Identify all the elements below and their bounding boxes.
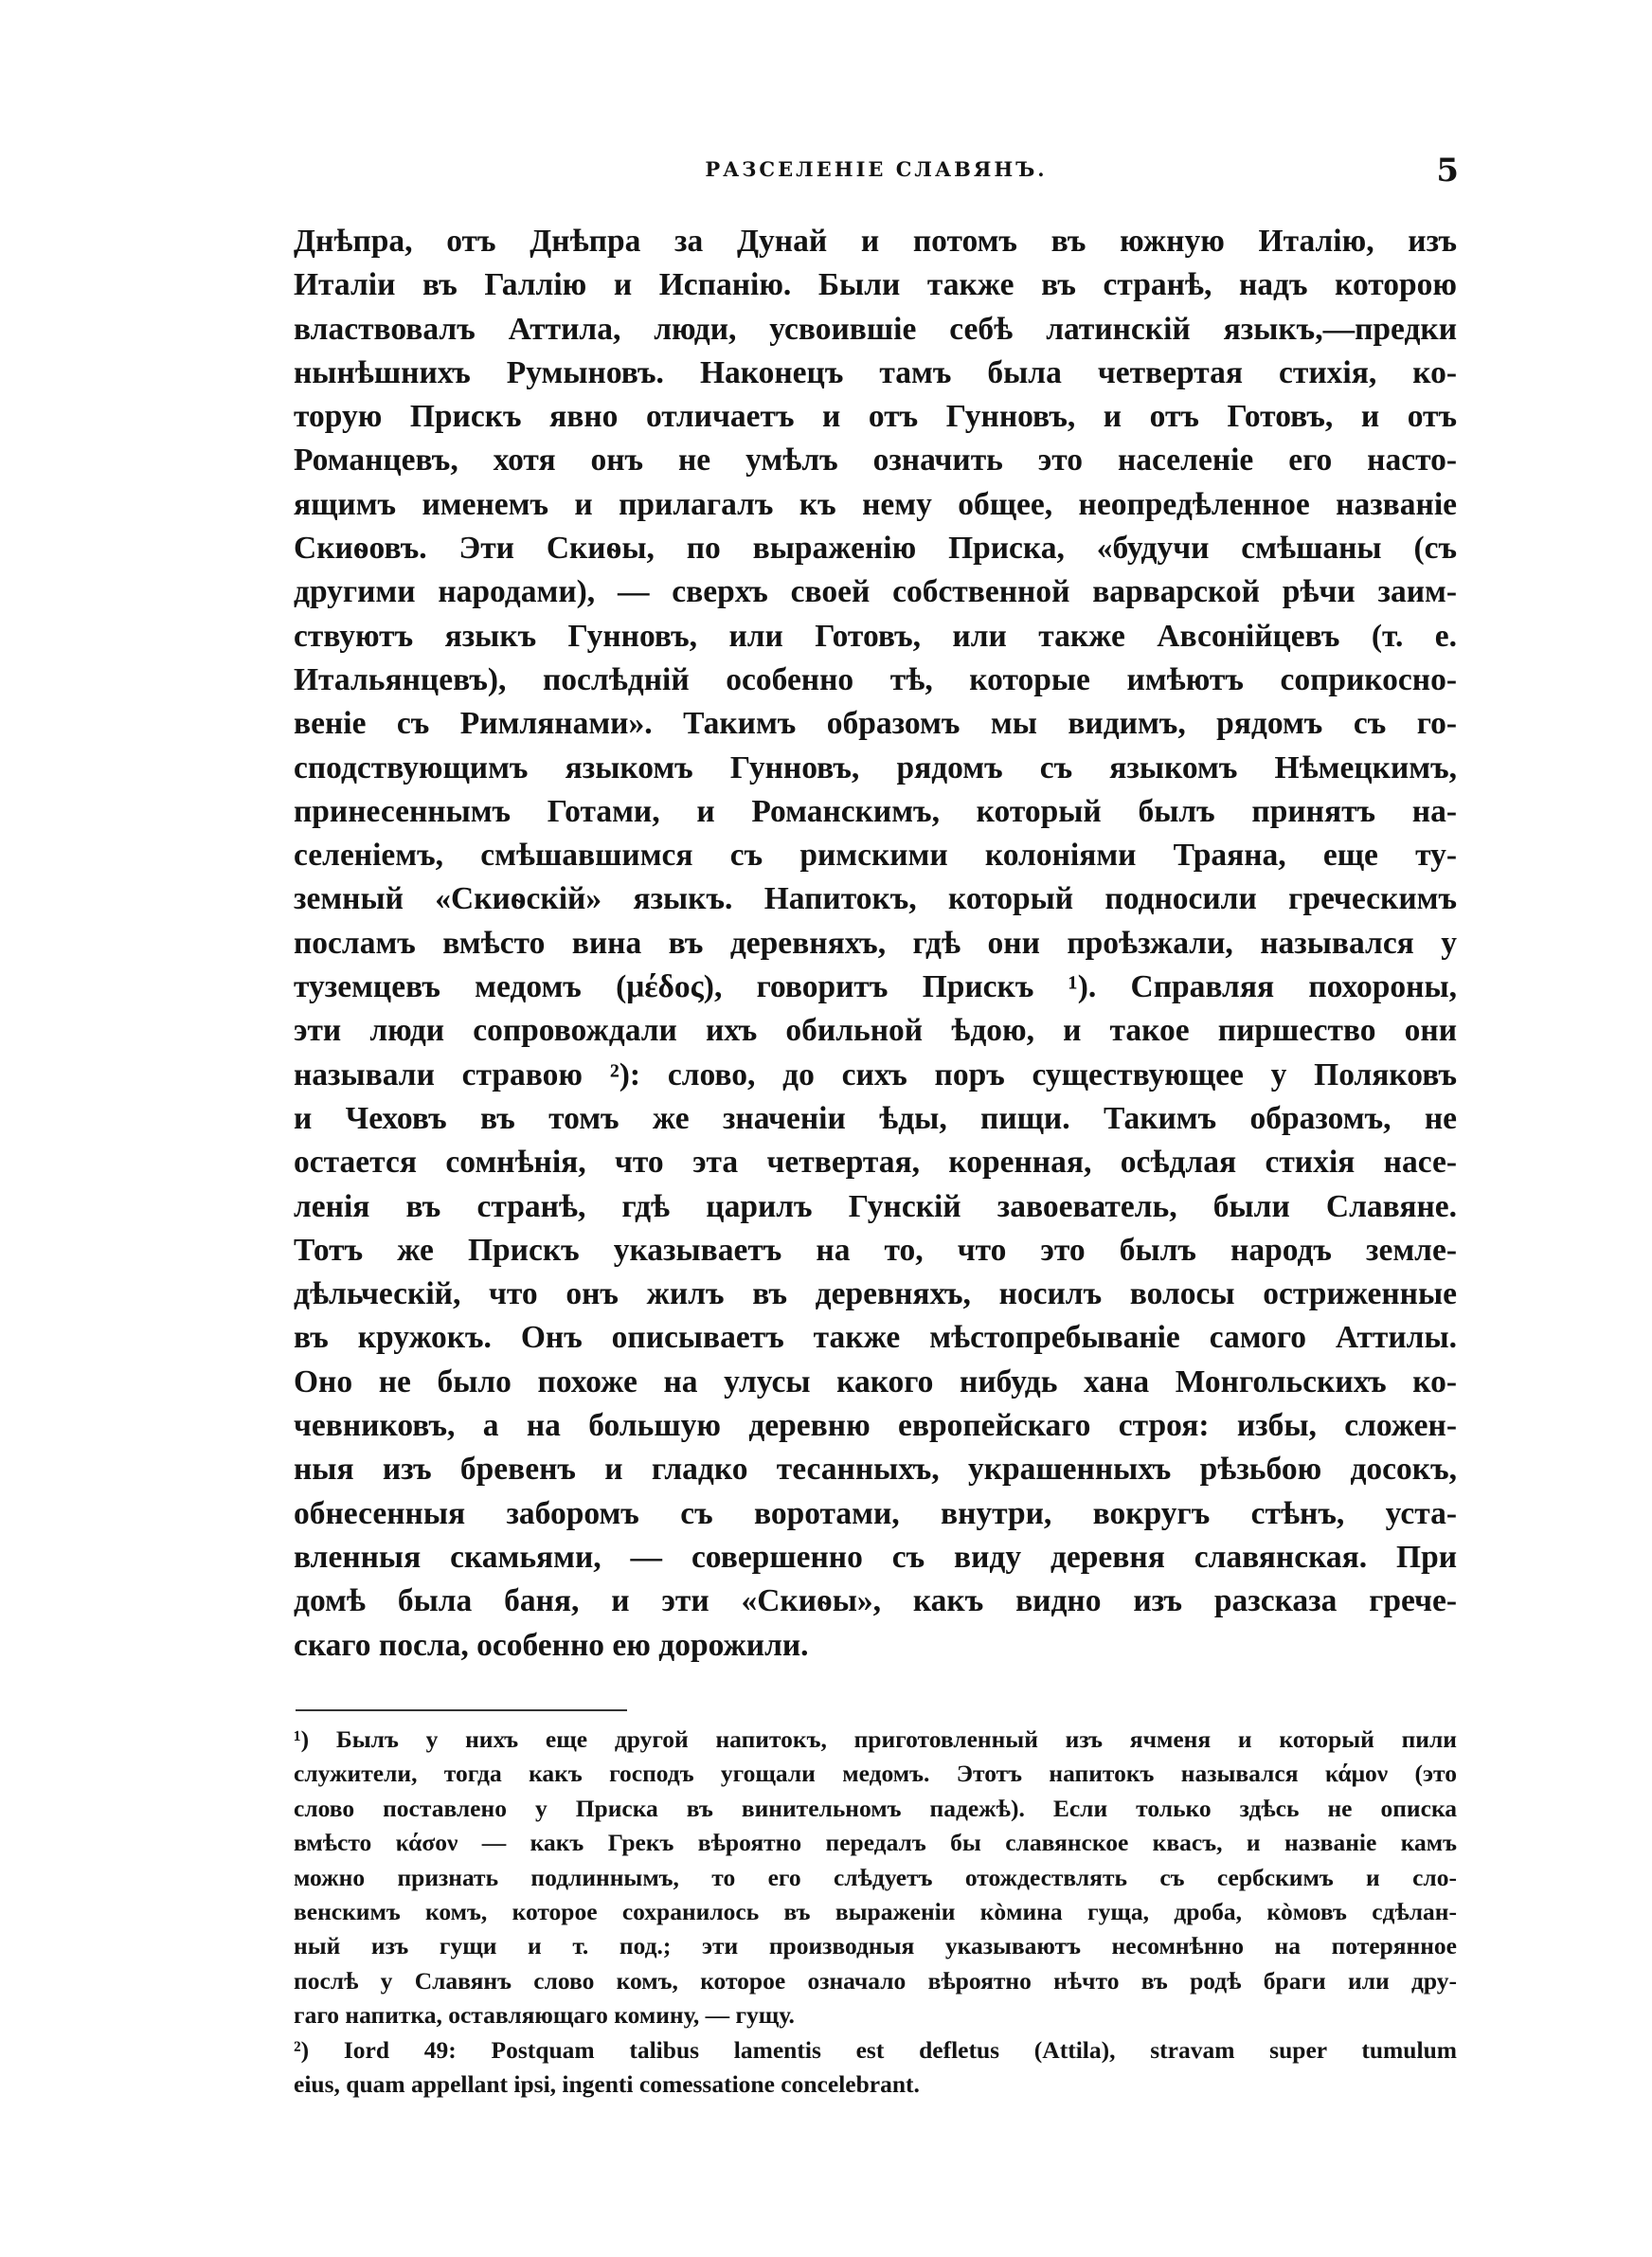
body-line: Итальянцевъ), послѣдній особенно тѣ, которые имѣютъ соприкосно-: [294, 661, 1457, 697]
body-line: Днѣпра, отъ Днѣпра за Дунай и потомъ въ южную Италію, изъ: [294, 224, 1457, 259]
body-line: нынѣшнихъ Румыновъ. Наконецъ тамъ была четвертая стихія, ко-: [294, 354, 1457, 390]
body-line: туземцевъ медомъ (μέδος), говоритъ Прискъ ¹). Справляя похороны,: [294, 969, 1457, 1005]
body-line: ныя изъ бревенъ и гладко тесанныхъ, украшенныхъ рѣзьбою досокъ,: [294, 1452, 1457, 1488]
body-text: [294, 220, 1457, 1668]
footnotes: [294, 1723, 1457, 2102]
body-line: другими народами), — сверхъ своей собственной варварской рѣчи заим-: [294, 574, 1457, 610]
footnote-line: вмѣсто κάσον — какъ Грекъ вѣроятно передалъ бы славянское квасъ, и названіе камъ: [294, 1829, 1457, 1857]
footnote-line: слово поставлено у Приска въ винительномъ падежѣ). Если только здѣсь не описка: [294, 1794, 1457, 1822]
body-line: обнесенныя заборомъ съ воротами, внутри, вокругъ стѣнъ, уста-: [294, 1495, 1457, 1531]
body-line: домѣ была баня, и эти «Скиѳы», какъ видно изъ разсказа грече-: [294, 1583, 1457, 1619]
body-line: селеніемъ, смѣшавшимся съ римскими колоніями Траяна, еще ту-: [294, 838, 1457, 874]
body-line: вленныя скамьями, — совершенно съ виду деревня славянская. При: [294, 1539, 1457, 1575]
footnote-line: ²) Iord 49: Postquam talibus lamentis est defletus (Attila), stravam super tumulum: [294, 2035, 1457, 2064]
page-number: 5: [1436, 152, 1459, 190]
body-line: принесеннымъ Готами, и Романскимъ, который былъ принятъ на-: [294, 793, 1457, 829]
body-line: торую Прискъ явно отличаетъ и отъ Гунновъ, и отъ Готовъ, и отъ: [294, 399, 1457, 435]
body-line: Италіи въ Галлію и Испанію. Были также въ странѣ, надъ которою: [294, 267, 1457, 303]
footnote-line: гаго напитка, оставляющаго комину, — гущу.: [294, 2001, 795, 2030]
body-line: чевниковъ, а на большую деревню европейскаго строя: избы, сложен-: [294, 1408, 1457, 1444]
body-line: въ кружокъ. Онъ описываетъ также мѣстопребываніе самого Аттилы.: [294, 1320, 1457, 1356]
footnote-line: служители, тогда какъ господъ угощали медомъ. Этотъ напитокъ назывался κάμον (это: [294, 1760, 1457, 1788]
body-line: веніе съ Римлянами». Такимъ образомъ мы видимъ, рядомъ съ го-: [294, 706, 1457, 742]
body-line-last: скаго посла, особенно ею дорожили.: [294, 1627, 809, 1663]
running-head: [294, 152, 1459, 190]
running-title: РАЗСЕЛЕНІЕ СЛАВЯНЪ.: [705, 157, 1048, 181]
footnote-line: послѣ у Славянъ слово комъ, которое означало вѣроятно нѣчто въ родѣ браги или дру-: [294, 1966, 1457, 1995]
body-line: называли стравою ²): слово, до сихъ поръ существующее у Поляковъ: [294, 1056, 1457, 1092]
body-line: ленія въ странѣ, гдѣ царилъ Гунскій завоеватель, были Славяне.: [294, 1188, 1457, 1224]
footnote-separator: [296, 1709, 627, 1711]
footnote-line: eius, quam appellant ipsi, ingenti comessatione concelebrant.: [294, 2069, 920, 2098]
body-line: Скиѳовъ. Эти Скиѳы, по выраженію Приска, «будучи смѣшаны (съ: [294, 531, 1457, 567]
body-line: властвовалъ Аттила, люди, усвоившіе себѣ латинскій языкъ,—предки: [294, 311, 1457, 347]
body-line: ствуютъ языкъ Гунновъ, или Готовъ, или также Авсонійцевъ (т. е.: [294, 618, 1457, 654]
body-line: Романцевъ, хотя онъ не умѣлъ означить это населеніе его насто-: [294, 442, 1457, 478]
body-line: Тотъ же Прискъ указываетъ на то, что это былъ народъ земле-: [294, 1232, 1457, 1268]
body-line: и Чеховъ въ томъ же значеніи ѣды, пищи. Такимъ образомъ, не: [294, 1100, 1457, 1136]
body-line: сподствующимъ языкомъ Гунновъ, рядомъ съ языкомъ Нѣмецкимъ,: [294, 749, 1457, 785]
footnote-line: ный изъ гущи и т. под.; эти производныя указываютъ несомнѣнно на потерянное: [294, 1932, 1457, 1960]
body-line: Оно не было похоже на улусы какого нибудь хана Монгольскихъ ко-: [294, 1363, 1457, 1399]
footnote-line: ¹) Былъ у нихъ еще другой напитокъ, приготовленный изъ ячменя и который пили: [294, 1725, 1457, 1753]
body-line: ящимъ именемъ и прилагалъ къ нему общее, неопредѣленное названіе: [294, 486, 1457, 522]
footnote-line: венскимъ комъ, которое сохранилось въ выраженіи кòмина гуща, дроба, кòмовъ сдѣлан-: [294, 1897, 1457, 1925]
body-line: земный «Скиѳскій» языкъ. Напитокъ, который подносили греческимъ: [294, 881, 1457, 917]
footnote-line: можно признать подлиннымъ, то его слѣдуетъ отождествлять съ сербскимъ и сло-: [294, 1863, 1457, 1891]
body-line: остается сомнѣнія, что эта четвертая, коренная, осѣдлая стихія насе-: [294, 1145, 1457, 1181]
body-line: дѣльческій, что онъ жилъ въ деревняхъ, носилъ волосы остриженные: [294, 1276, 1457, 1312]
body-line: эти люди сопровождали ихъ обильной ѣдою, и такое пиршество они: [294, 1013, 1457, 1049]
body-line: посламъ вмѣсто вина въ деревняхъ, гдѣ они проѣзжали, назывался у: [294, 925, 1457, 961]
